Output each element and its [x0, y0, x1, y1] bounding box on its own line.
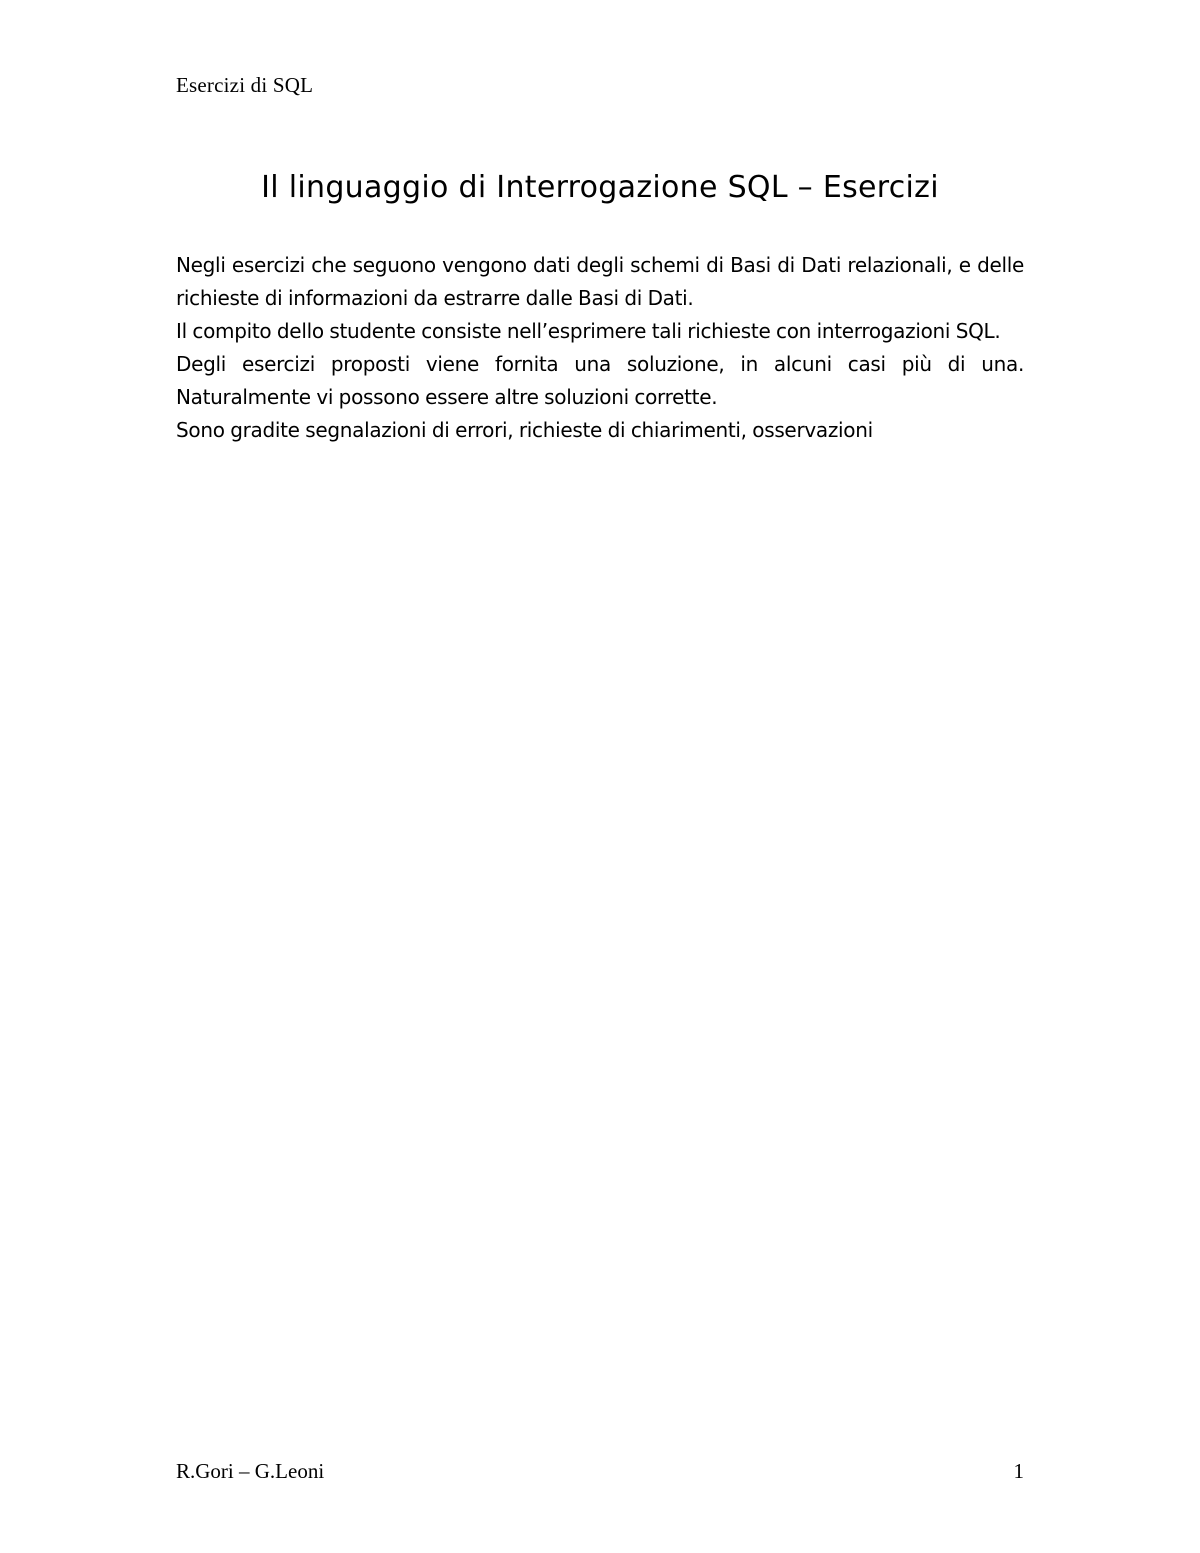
- page-number: 1: [1013, 1459, 1024, 1483]
- paragraph-alternatives: Naturalmente vi possono essere altre soluzioni corrette.: [176, 385, 718, 409]
- paragraph-solutions: Degli esercizi proposti viene fornita una soluzione, in alcuni casi più di una.: [176, 352, 1024, 376]
- footer-authors: R.Gori – G.Leoni: [176, 1459, 325, 1483]
- paragraph-intro: Negli esercizi che seguono vengono dati degli schemi di Basi di Dati relazionali, e delle richieste di informazioni da estrarre dalle Basi di Dati.: [176, 253, 1024, 310]
- page-title: Il linguaggio di Interrogazione SQL – Esercizi: [261, 170, 939, 205]
- paragraph-task: Il compito dello studente consiste nell’esprimere tali richieste con interrogazioni SQL.: [176, 319, 1001, 343]
- paragraph-feedback: Sono gradite segnalazioni di errori, richieste di chiarimenti, osservazioni: [176, 418, 873, 442]
- body-text: [176, 249, 1024, 447]
- running-header: Esercizi di SQL: [176, 73, 314, 97]
